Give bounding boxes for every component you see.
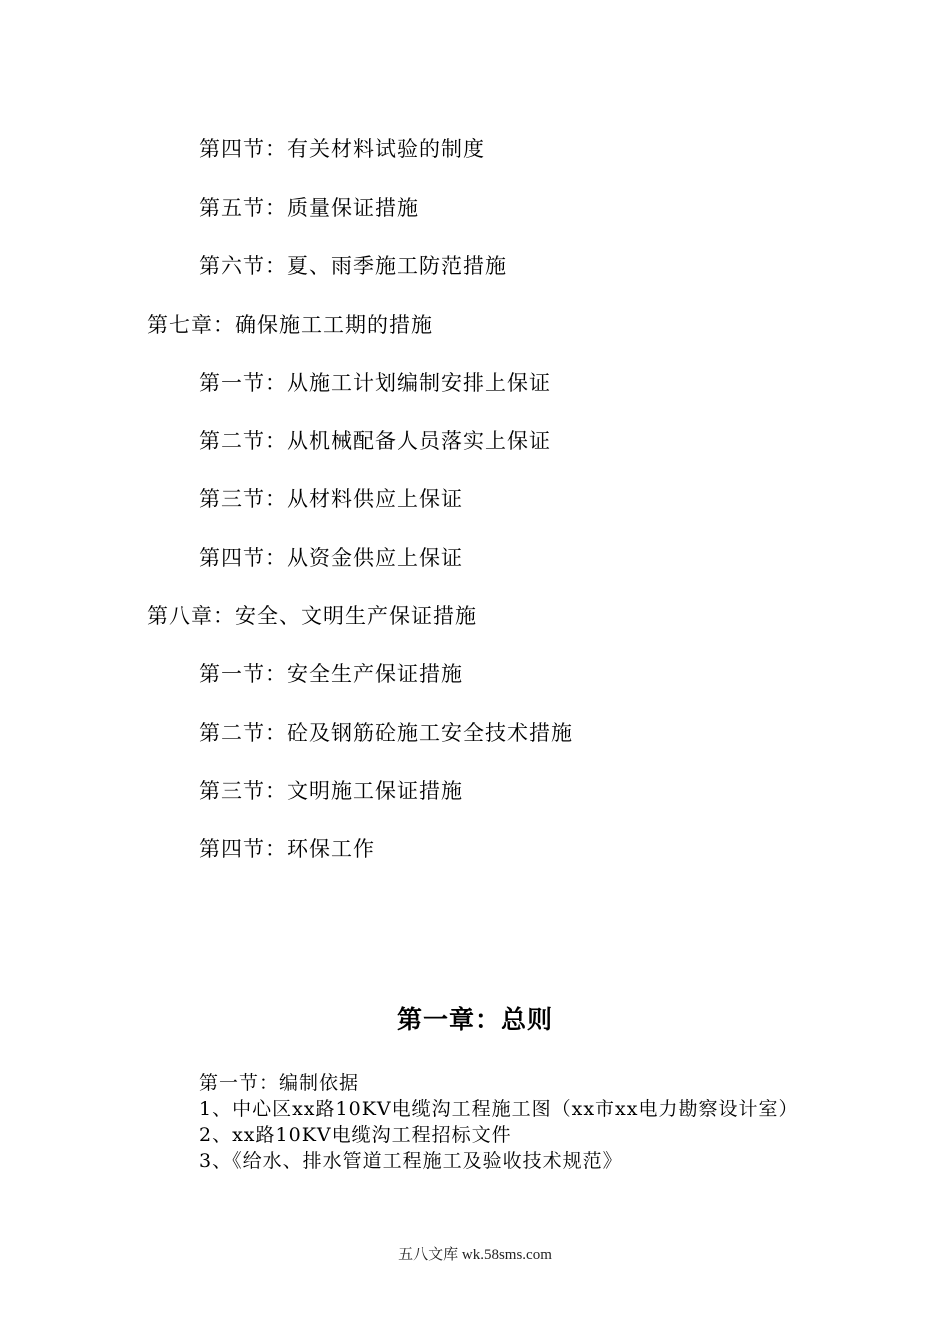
basis-item: 1、中心区xx路10KV电缆沟工程施工图（xx市xx电力勘察设计室） <box>199 1098 799 1120</box>
toc-entry-chapter: 第七章：确保施工工期的措施 <box>147 313 433 337</box>
chapter-heading: 第一章：总则 <box>396 1005 553 1034</box>
toc-entry-section: 第四节：环保工作 <box>199 837 375 861</box>
toc-entry-section: 第三节：从材料供应上保证 <box>199 487 463 511</box>
toc-entry-section: 第三节：文明施工保证措施 <box>199 779 463 803</box>
basis-item: 2、xx路10KV电缆沟工程招标文件 <box>199 1124 512 1146</box>
section-title <box>147 1070 827 1096</box>
basis-list <box>147 1096 827 1174</box>
basis-item: 3、《给水、排水管道工程施工及验收技术规范》 <box>199 1150 623 1172</box>
footer-watermark: 五八文库 wk.58sms.com <box>398 1247 552 1263</box>
toc-entry-section: 第二节：砼及钢筋砼施工安全技术措施 <box>199 721 573 745</box>
toc-entry-section: 第一节：从施工计划编制安排上保证 <box>199 371 551 395</box>
toc-entry-chapter: 第八章：安全、文明生产保证措施 <box>147 604 477 628</box>
toc-entry-section: 第二节：从机械配备人员落实上保证 <box>199 429 551 453</box>
toc-entry-section: 第六节：夏、雨季施工防范措施 <box>199 254 507 278</box>
toc-entry-section: 第五节：质量保证措施 <box>199 196 419 220</box>
section-title-text: 第一节：编制依据 <box>199 1072 360 1094</box>
toc-entry-section: 第四节：有关材料试验的制度 <box>199 137 485 161</box>
toc-entry-section: 第一节：安全生产保证措施 <box>199 662 463 686</box>
toc-entry-section: 第四节：从资金供应上保证 <box>199 546 463 570</box>
